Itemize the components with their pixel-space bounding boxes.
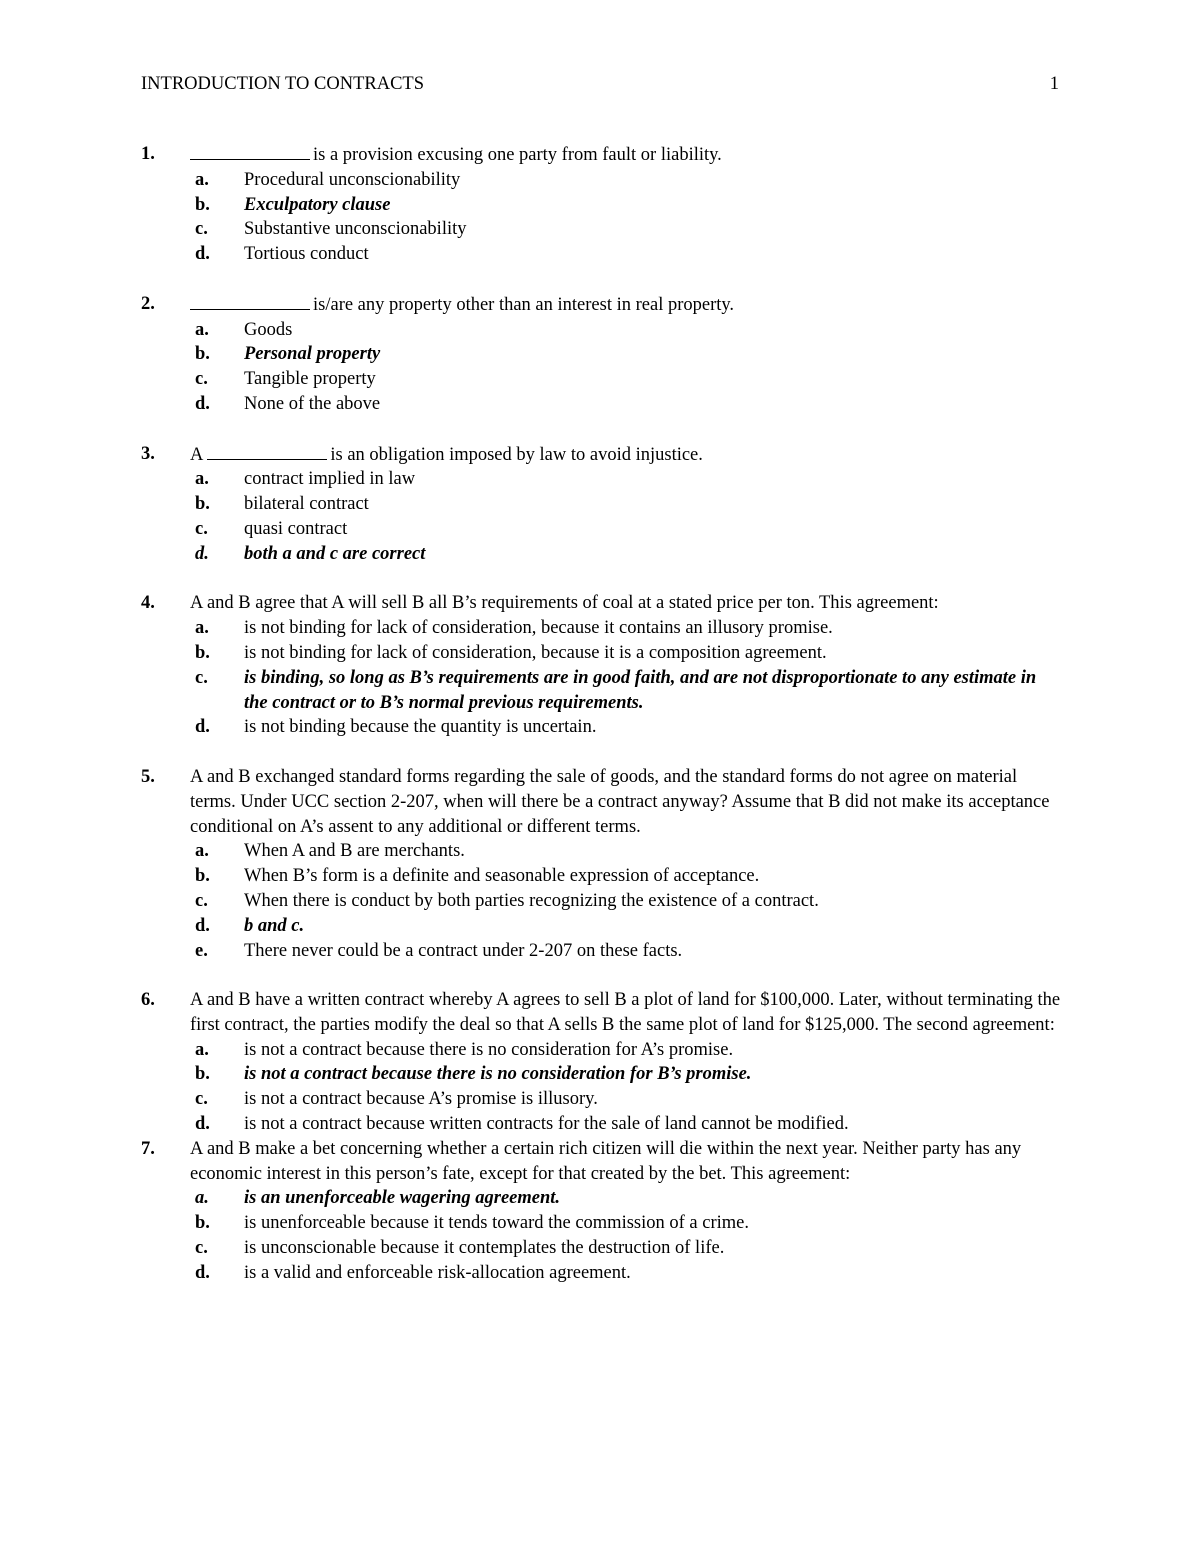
option-b: b. is not binding for lack of consideration, because it is a composition agreement. bbox=[195, 642, 827, 663]
question-stem: A is an obligation imposed by law to avoid injustice. bbox=[190, 442, 1061, 468]
option-a-correct: a. is an unenforceable wagering agreement. bbox=[195, 1188, 561, 1209]
option-b-correct: b. Exculpatory clause bbox=[195, 194, 391, 215]
option-c: c. quasi contract bbox=[195, 518, 348, 539]
question-number: 2. bbox=[141, 293, 155, 314]
question-stem: A and B have a written contract whereby A agrees to sell B a plot of land for $100,000. Later, without terminating the first contract, the parties modify the deal so that A sells B the same plot of land for $125,000. The second agreement: bbox=[190, 990, 1061, 1035]
question-6 bbox=[141, 988, 1061, 1137]
page-number: 1 bbox=[1049, 74, 1059, 94]
option-e: e. There never could be a contract under 2-207 on these facts. bbox=[195, 940, 683, 961]
question-stem: A and B exchanged standard forms regarding the sale of goods, and the standard forms do not agree on material terms. Under UCC section 2-207, when will there be a contract anyway? Assume that B did not make its acceptance conditional on A’s assent to any additional or different terms. bbox=[190, 766, 1050, 837]
option-d: d. Tortious conduct bbox=[195, 244, 369, 265]
question-5 bbox=[141, 765, 1061, 963]
option-a: a. is not a contract because there is no consideration for A’s promise. bbox=[195, 1039, 734, 1060]
question-stem: is/are any property other than an interest in real property. bbox=[190, 292, 1061, 318]
option-list bbox=[190, 1186, 1061, 1285]
option-list bbox=[190, 839, 1061, 963]
question-number: 6. bbox=[141, 990, 155, 1011]
option-a: a. When A and B are merchants. bbox=[195, 841, 465, 862]
question-3 bbox=[141, 442, 1061, 567]
question-number: 7. bbox=[141, 1138, 155, 1159]
option-d: d. is not binding because the quantity is uncertain. bbox=[195, 717, 597, 738]
question-number: 4. bbox=[141, 593, 155, 614]
option-d: d. is not a contract because written contracts for the sale of land cannot be modified. bbox=[195, 1114, 849, 1135]
option-list bbox=[190, 616, 1061, 740]
option-c: c. Substantive unconscionability bbox=[195, 219, 467, 240]
option-c-correct: c. is binding, so long as B’s requirements are in good faith, and are not disproportionate to any estimate in the contract or to B’s normal previous requirements. bbox=[195, 667, 1037, 713]
answer-blank bbox=[190, 292, 310, 310]
question-4 bbox=[141, 591, 1061, 740]
question-number: 1. bbox=[141, 144, 155, 164]
option-b-correct: b. is not a contract because there is no consideration for B’s promise. bbox=[195, 1064, 752, 1085]
option-d: d. is a valid and enforceable risk-allocation agreement. bbox=[195, 1262, 631, 1283]
option-a: a. contract implied in law bbox=[195, 469, 416, 490]
page-header bbox=[141, 72, 1059, 97]
option-b: b. is unenforceable because it tends toward the commission of a crime. bbox=[195, 1213, 749, 1234]
option-a: a. Procedural unconscionability bbox=[195, 169, 461, 190]
option-d-correct: d. b and c. bbox=[195, 915, 305, 936]
question-7 bbox=[141, 1137, 1061, 1286]
option-list bbox=[190, 1038, 1061, 1137]
option-list bbox=[190, 467, 1061, 566]
question-list bbox=[141, 142, 1061, 1310]
option-b-correct: b. Personal property bbox=[195, 344, 381, 365]
option-d-correct: d. both a and c are correct bbox=[195, 543, 426, 564]
question-stem: A and B make a bet concerning whether a certain rich citizen will die within the next year. Neither party has any economic interest in this person’s fate, except for that created by the bet. This agreement: bbox=[190, 1138, 1022, 1184]
option-c: c. Tangible property bbox=[195, 369, 376, 390]
option-list bbox=[190, 318, 1061, 417]
question-stem: A and B agree that A will sell B all B’s requirements of coal at a stated price per ton. This agreement: bbox=[190, 593, 939, 614]
question-number: 5. bbox=[141, 766, 155, 787]
option-b: b. When B’s form is a definite and seasonable expression of acceptance. bbox=[195, 866, 760, 887]
option-c: c. is unconscionable because it contemplates the destruction of life. bbox=[195, 1238, 725, 1259]
option-c: c. is not a contract because A’s promise is illusory. bbox=[195, 1089, 598, 1110]
question-1 bbox=[141, 142, 1061, 267]
option-a: a. Goods bbox=[195, 319, 293, 340]
option-c: c. When there is conduct by both parties recognizing the existence of a contract. bbox=[195, 890, 819, 911]
option-b: b. bilateral contract bbox=[195, 494, 369, 515]
running-head-title: INTRODUCTION TO CONTRACTS bbox=[141, 74, 424, 94]
option-list bbox=[190, 168, 1061, 267]
question-2 bbox=[141, 292, 1061, 417]
question-stem: is a provision excusing one party from fault or liability. bbox=[190, 142, 1061, 168]
answer-blank bbox=[190, 142, 310, 160]
option-d: d. None of the above bbox=[195, 393, 381, 414]
question-number: 3. bbox=[141, 443, 155, 464]
answer-blank bbox=[207, 442, 327, 460]
option-a: a. is not binding for lack of consideration, because it contains an illusory promise. bbox=[195, 618, 833, 639]
